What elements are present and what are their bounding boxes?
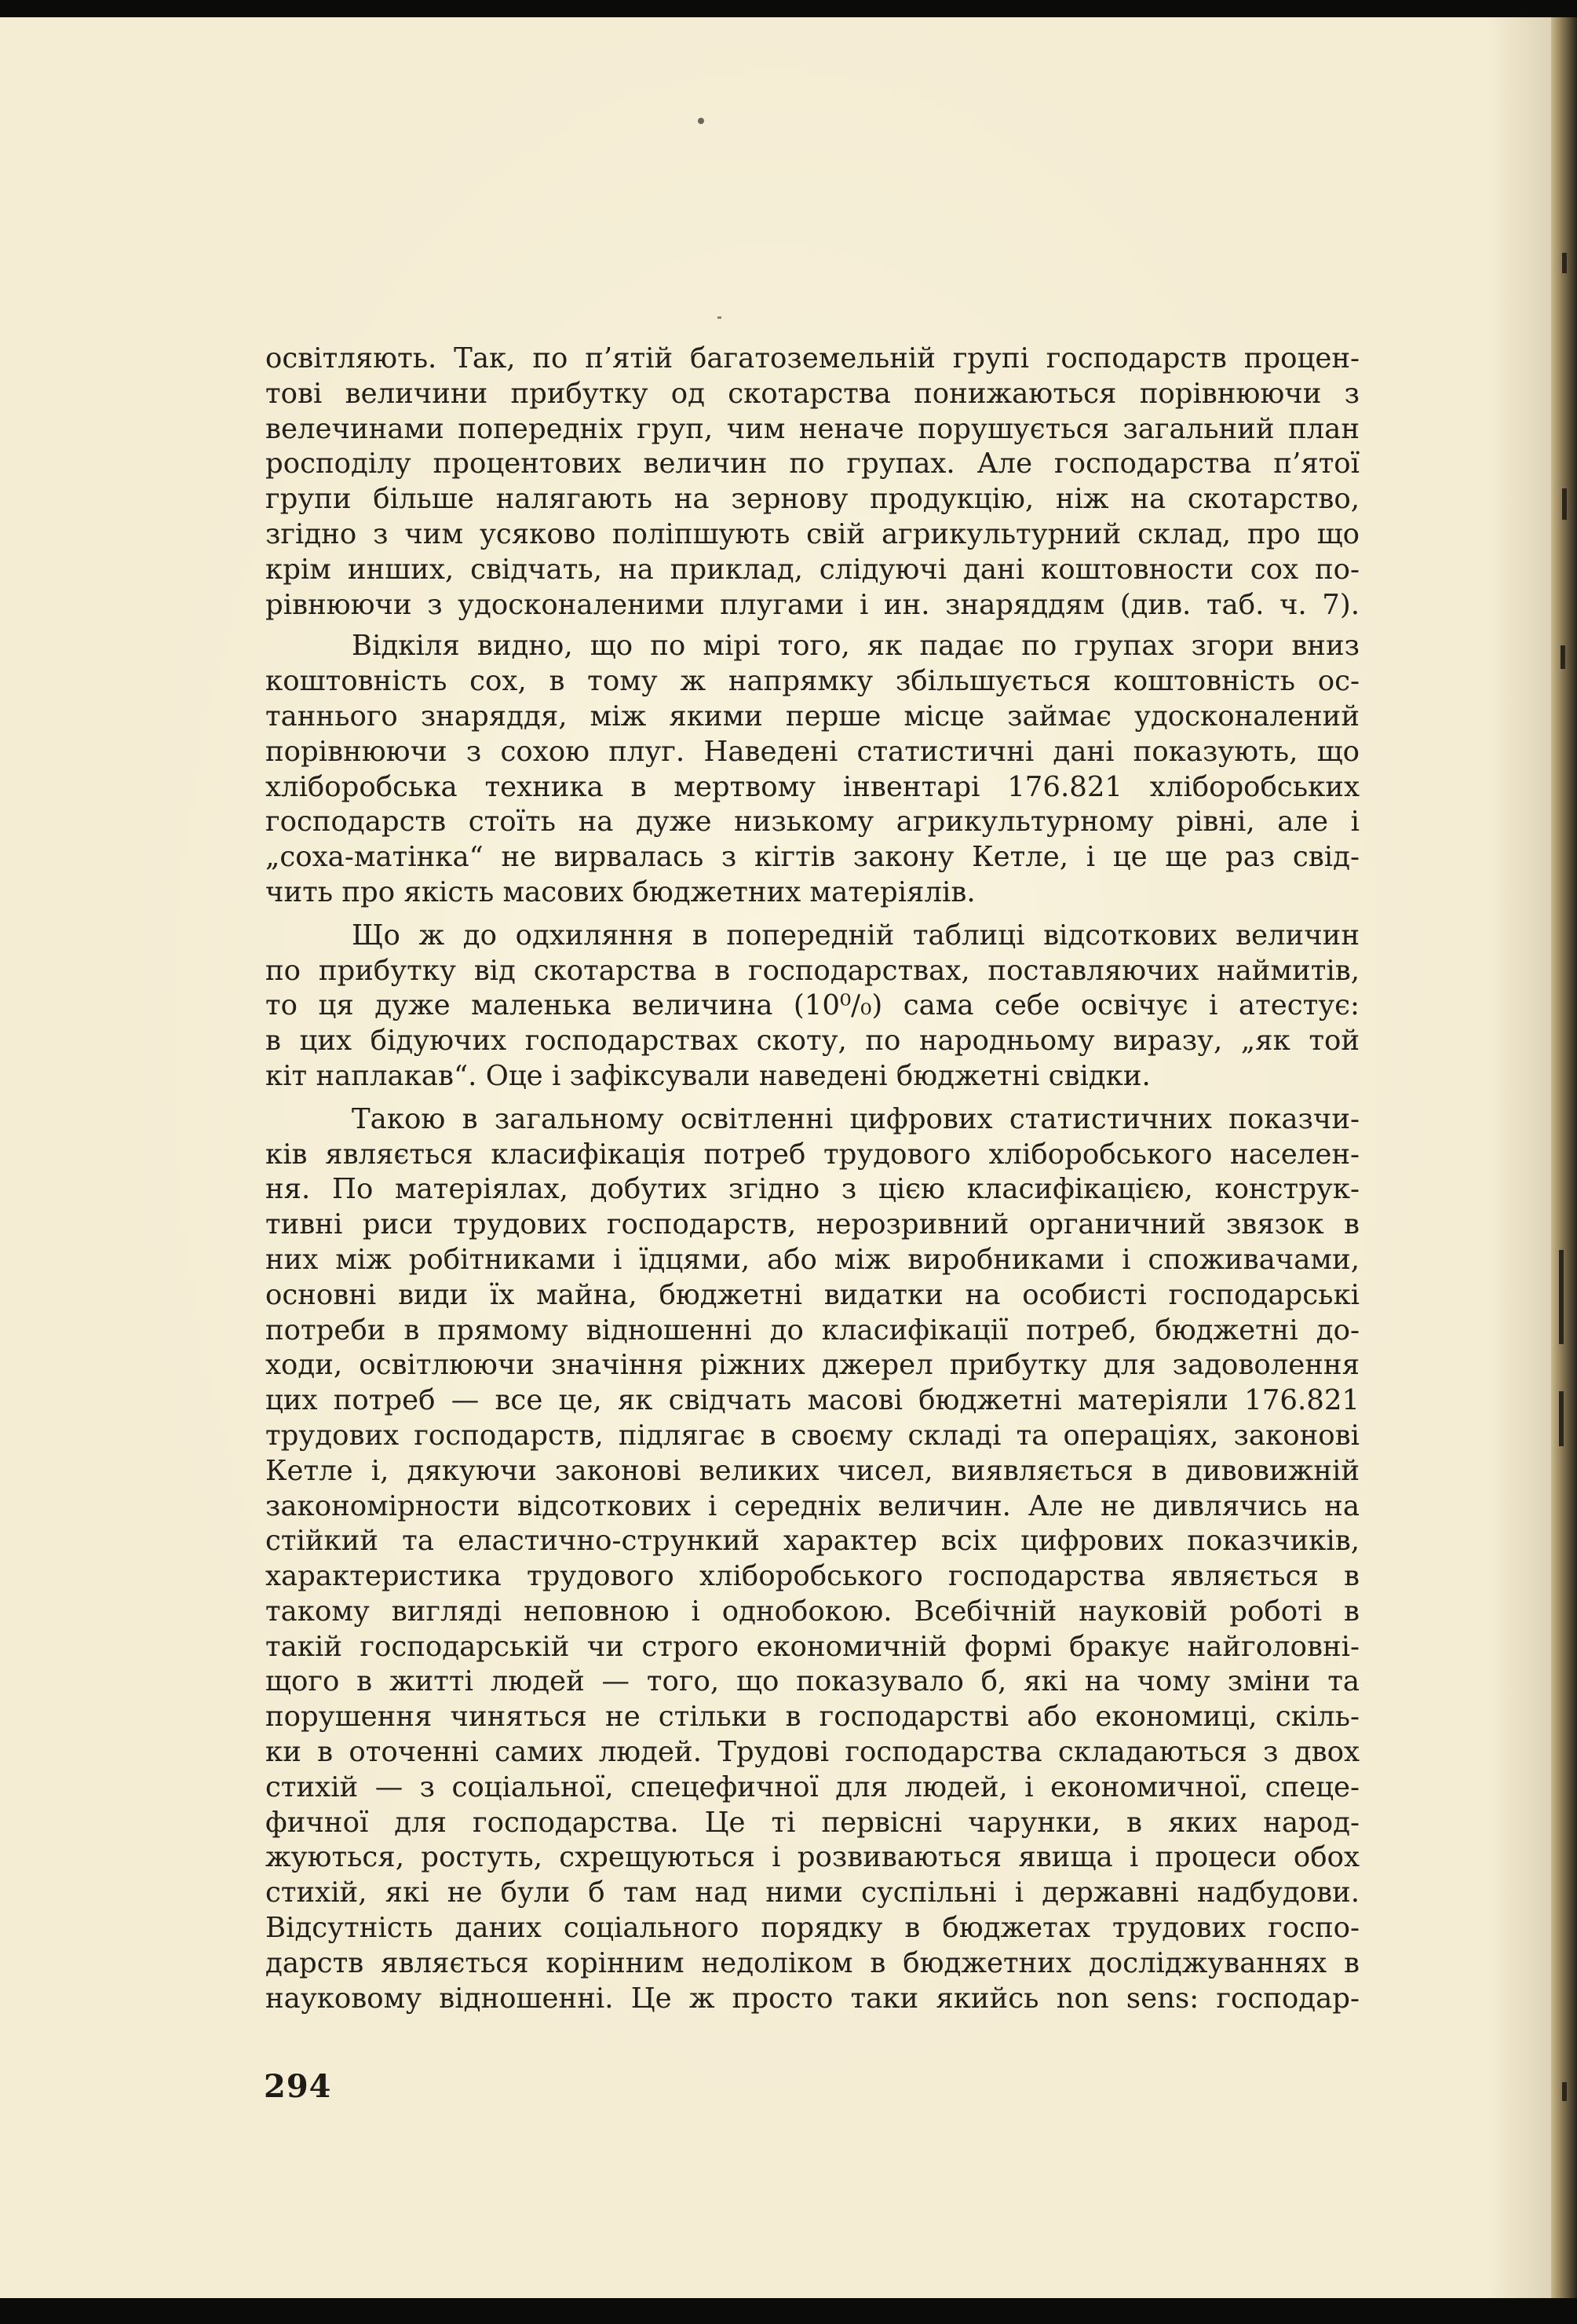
text-line: стійкий та еластично-стрункий характер всіх цифрових показчиків, [265, 1525, 1360, 1558]
text-line: основні види їх майна, бюджетні видатки на особисті господарські [265, 1278, 1360, 1311]
text-line: кіт наплакав“. Оце і зафіксували наведені бюджетні свідки. [265, 1059, 1151, 1092]
text-line: науковому відношенні. Це ж просто таки якийсь non sens: господар- [265, 1982, 1360, 2015]
text-line: цих потреб — все це, як свідчать масові бюджетні матеріяли 176.821 [265, 1384, 1360, 1417]
paragraph-gap [265, 911, 1360, 919]
text-line: в цих бідуючих господарствах скоту, по народньому виразу, „як той [265, 1025, 1360, 1058]
text-line: стихій, які не були б там над ними суспільні і державні надбудови. [265, 1876, 1360, 1909]
book-spine-edge [1551, 17, 1577, 2298]
paragraph-gap [265, 1094, 1360, 1102]
text-line: такому вигляді неповною і однобокою. Всебічній науковій роботі в [265, 1595, 1360, 1628]
ink-speck [698, 118, 704, 124]
text-line: по прибутку від скотарства в господарствах, поставляючих наймитів, [265, 954, 1360, 987]
text-line: порушення чиняться не стільки в господарстві або економиці, скіль- [265, 1701, 1360, 1734]
text-line: стихій — з соціальної, спецефичної для людей, і економичної, спеце- [265, 1770, 1360, 1803]
text-line: Відсутність даних соціального порядку в бюджетах трудових госпо- [265, 1912, 1360, 1945]
spine-mark [1562, 253, 1567, 273]
text-line: тивні риси трудових господарств, нерозривний органичний звязок в [265, 1208, 1360, 1241]
text-line: згідно з чим усяково поліпшують свій агрикультурний склад, про що [265, 517, 1360, 550]
paragraph-2 [265, 629, 1360, 910]
paragraph-3 [265, 919, 1360, 1094]
text-line: потреби в прямому відношенні до класифікації потреб, бюджетні до- [265, 1314, 1360, 1347]
text-line: тові величини прибутку од скотарства понижаються порівнюючи з [265, 377, 1360, 410]
text-line: Відкіля видно, що по мірі того, як падає по групах згори вниз [352, 630, 1360, 663]
text-line: велечинами попередніх груп, чим неначе порушується загальний план [265, 412, 1360, 445]
text-line: жуються, ростуть, схрещуються і розвиваються явища і процеси обох [265, 1841, 1360, 1874]
text-line: групи більше налягають на зернову продукцію, ніж на скотарство, [265, 483, 1360, 516]
text-line: ня. По матеріялах, добутих згідно з цією класифікацією, конструк- [265, 1173, 1360, 1206]
book-page [0, 17, 1551, 2298]
text-line: „соха-матінка“ не вирвалась з кігтів закону Кетле, і це ще раз свід- [265, 841, 1360, 874]
text-line: то ця дуже маленька величина (10⁰/₀) сама себе освічує і атестує: [265, 989, 1360, 1022]
text-line: господарств стоїть на дуже низькому агрикультурному рівні, але і [265, 806, 1360, 839]
text-line: такій господарській чи строго економичній формі бракує найголовні- [265, 1630, 1360, 1663]
spine-mark [1562, 488, 1567, 520]
text-line: рівнюючи з удосконаленими плугами і ин. знаряддям (див. таб. ч. 7). [265, 588, 1360, 621]
text-line: ків являється класифікація потреб трудового хліборобського населен- [265, 1138, 1360, 1171]
text-line: крім инших, свідчать, на приклад, слідуючі дані коштовности сох по- [265, 553, 1360, 586]
text-line: хліборобська техника в мертвому інвентарі 176.821 хліборобських [265, 770, 1360, 803]
spine-mark [1559, 1391, 1564, 1446]
paragraph-gap [265, 623, 1360, 629]
page-number: 294 [264, 2068, 332, 2105]
text-line: порівнюючи з сохою плуг. Наведені статистичні дані показують, що [265, 735, 1360, 768]
spine-mark [1561, 645, 1565, 669]
text-line: коштовність сох, в тому ж напрямку збільшується коштовність ос- [265, 665, 1360, 698]
spine-mark [1559, 1250, 1564, 1344]
body-text [265, 342, 1360, 2016]
text-line: фичної для господарства. Це ті первісні чарунки, в яких народ- [265, 1806, 1360, 1839]
text-line: закономірности відсоткових і середніх величин. Але не дивлячись на [265, 1489, 1360, 1522]
text-line: Кетле і, дякуючи законові великих чисел, виявляється в дивовижній [265, 1454, 1360, 1487]
text-line: чить про якість масових бюджетних матеріялів. [265, 875, 976, 908]
text-line: освітляють. Так, по п’ятій багатоземельній групі господарств процен- [265, 342, 1360, 375]
paragraph-4 [265, 1102, 1360, 2017]
text-line: Що ж до одхиляння в попередній таблиці відсоткових величин [352, 919, 1360, 952]
text-line: росподілу процентових величин по групах. Але господарства п’ятої [265, 448, 1360, 481]
text-line: щого в житті людей — того, що показувало б, які на чому зміни та [265, 1665, 1360, 1698]
text-line: ки в оточенні самих людей. Трудові господарства складаються з двох [265, 1736, 1360, 1769]
text-line: ходи, освітлюючи значіння ріжних джерел прибутку для задоволення [265, 1349, 1360, 1382]
text-line: дарств являється корінним недоліком в бюджетних досліджуваннях в [265, 1946, 1360, 1979]
text-line: таннього знаряддя, між якими перше місце займає удосконалений [265, 700, 1360, 733]
paragraph-1 [265, 342, 1360, 623]
text-line: характеристика трудового хліборобського господарства являється в [265, 1560, 1360, 1593]
text-line: трудових господарств, підлягає в своєму складі та операціях, законові [265, 1419, 1360, 1452]
text-line: них між робітниками і їдцями, або між виробниками і споживачами, [265, 1243, 1360, 1276]
text-line: Такою в загальному освітленні цифрових статистичних показчи- [352, 1102, 1360, 1135]
spine-mark [1562, 2082, 1567, 2101]
ink-fleck [717, 316, 721, 319]
